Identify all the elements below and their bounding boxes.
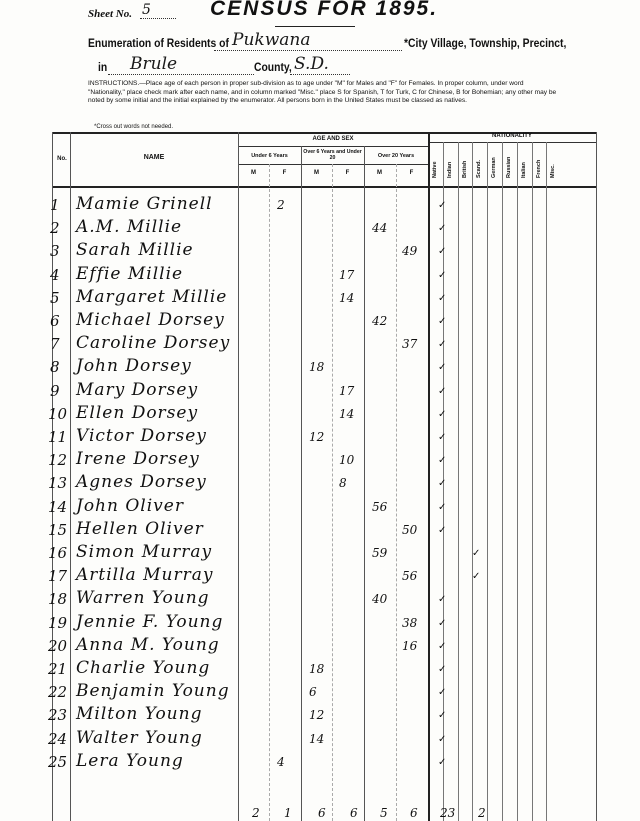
person-name: Hellen Oliver bbox=[76, 518, 204, 539]
person-name: Sarah Millie bbox=[76, 240, 194, 261]
row-number: 6 bbox=[50, 312, 60, 330]
person-name: Victor Dorsey bbox=[76, 426, 207, 446]
male-header: M bbox=[251, 170, 256, 176]
row-number: 5 bbox=[50, 288, 60, 307]
nationality-divider bbox=[532, 142, 533, 821]
row-number: 9 bbox=[50, 381, 60, 400]
nationality-check-native: ✓ bbox=[438, 524, 447, 536]
sheet-label: Sheet No. bbox=[88, 8, 132, 20]
nationality-divider bbox=[546, 142, 547, 821]
male-header: M bbox=[377, 170, 382, 176]
age-over20-f: 56 bbox=[402, 569, 418, 584]
person-name: John Dorsey bbox=[76, 356, 192, 377]
nationality-header-native: Native bbox=[432, 161, 438, 178]
age-under6-m: 4 bbox=[277, 754, 285, 769]
age-over20-m: 44 bbox=[372, 221, 388, 236]
name-header: NAME bbox=[143, 154, 165, 161]
nationality-check-native: ✓ bbox=[438, 269, 447, 281]
nationality-header-russian: Russian bbox=[506, 156, 512, 178]
nationality-check-british: ✓ bbox=[472, 548, 481, 559]
nationality-check-native: ✓ bbox=[438, 710, 447, 722]
age-over20-f: 49 bbox=[402, 244, 418, 259]
total-six20-m: 6 bbox=[318, 806, 326, 820]
city-village-label: *City Village, Township, Precinct, bbox=[404, 38, 567, 50]
nationality-check-native: ✓ bbox=[438, 617, 447, 629]
person-name: Warren Young bbox=[76, 588, 210, 609]
nationality-header-german: German bbox=[491, 157, 498, 178]
row-number: 19 bbox=[48, 613, 68, 632]
age-over20-f: 50 bbox=[402, 522, 418, 537]
nationality-divider bbox=[487, 142, 488, 821]
age-six20-m: 6 bbox=[309, 685, 317, 700]
age-six20-m: 18 bbox=[309, 360, 325, 375]
nationality-header-british: British bbox=[461, 160, 468, 178]
row-number: 23 bbox=[48, 706, 68, 725]
nationality-check-native: ✓ bbox=[438, 246, 447, 258]
row-number: 21 bbox=[48, 660, 68, 678]
age-six20-f: 10 bbox=[339, 453, 355, 468]
age-six20-f: 14 bbox=[339, 406, 355, 421]
nationality-check-british: ✓ bbox=[472, 571, 481, 583]
mf-rule bbox=[238, 164, 428, 165]
age-six20-m: 12 bbox=[309, 708, 325, 723]
in-label: in bbox=[98, 62, 108, 74]
row-number: 11 bbox=[48, 428, 68, 446]
person-name: Walter Young bbox=[76, 727, 203, 748]
person-name: A.M. Millie bbox=[76, 217, 183, 238]
table-header-rule bbox=[52, 186, 596, 188]
total-under6-m: 2 bbox=[252, 806, 260, 820]
nationality-header-indian: Indian bbox=[446, 161, 453, 178]
under6-mf-divider bbox=[269, 164, 270, 821]
row-number: 25 bbox=[48, 752, 68, 771]
age-over20-m: 42 bbox=[372, 314, 388, 328]
age-sex-header: AGE AND SEX bbox=[312, 136, 354, 142]
total-under6-f: 1 bbox=[284, 806, 292, 820]
page-title: CENSUS FOR 1895. bbox=[210, 0, 439, 20]
person-name: Lera Young bbox=[76, 750, 184, 771]
nationality-header: NATIONALITY bbox=[492, 133, 532, 139]
row-number: 7 bbox=[50, 335, 60, 354]
no-header: No. bbox=[57, 156, 67, 162]
person-name: Mamie Grinell bbox=[76, 194, 213, 214]
age-under6-m: 2 bbox=[277, 198, 285, 212]
sheet-number: 5 bbox=[142, 2, 151, 18]
age-over20-f: 37 bbox=[402, 337, 418, 352]
person-name: Simon Murray bbox=[76, 542, 213, 562]
person-name: Jennie F. Young bbox=[76, 611, 224, 632]
total-british: 2 bbox=[478, 806, 486, 820]
enumeration-value: Pukwana bbox=[232, 30, 311, 50]
nationality-rule bbox=[428, 142, 596, 143]
person-name: Agnes Dorsey bbox=[76, 472, 207, 493]
over20-header: Over 20 Years bbox=[377, 153, 415, 159]
nationality-check-native: ✓ bbox=[438, 223, 447, 235]
person-name: Anna M. Young bbox=[76, 634, 220, 655]
row-number: 15 bbox=[48, 520, 68, 539]
person-name: Ellen Dorsey bbox=[76, 402, 199, 423]
nationality-check-native: ✓ bbox=[438, 687, 447, 699]
male-header: M bbox=[314, 170, 319, 176]
nationality-divider bbox=[458, 142, 459, 821]
nationality-check-native: ✓ bbox=[438, 733, 447, 745]
row-number: 13 bbox=[48, 474, 68, 493]
nationality-divider bbox=[502, 142, 503, 821]
age-sex-rule bbox=[238, 146, 428, 147]
instructions: INSTRUCTIONS.—Place age of each person in proper sub-division as to age under "M" for Males and "F" for Females. In proper column, under word "Nationality," place check mark after each name, and in column marked "Misc." place S for Spanish, T for Turk, C for Chinese, B for Bohemian; any other may be noted by some initial and the initial explained by the enumerator. All persons born in the United States must be classed as natives. bbox=[88, 80, 557, 105]
nationality-check-native: ✓ bbox=[438, 455, 447, 467]
nationality-check-native: ✓ bbox=[438, 594, 447, 606]
nationality-check-native: ✓ bbox=[438, 478, 447, 490]
nationality-check-native: ✓ bbox=[438, 664, 447, 675]
under6-divider bbox=[301, 146, 302, 821]
no-column-divider bbox=[70, 132, 71, 821]
name-column-divider bbox=[238, 132, 239, 821]
nationality-check-native: ✓ bbox=[438, 200, 447, 211]
person-name: Mary Dorsey bbox=[76, 379, 199, 400]
nationality-check-native: ✓ bbox=[438, 501, 447, 513]
age-over20-f: 16 bbox=[402, 638, 418, 653]
nationality-check-native: ✓ bbox=[438, 339, 447, 351]
person-name: Milton Young bbox=[76, 704, 203, 725]
age-six20-f: 17 bbox=[339, 267, 355, 282]
enumeration-label: Enumeration of Residents of bbox=[88, 38, 229, 50]
person-name: Margaret Millie bbox=[76, 286, 228, 307]
row-number: 4 bbox=[50, 265, 60, 284]
nationality-check-native: ✓ bbox=[438, 756, 447, 768]
age-six20-f: 17 bbox=[339, 383, 355, 398]
age-nationality-divider bbox=[428, 132, 430, 821]
nationality-check-native: ✓ bbox=[438, 432, 447, 443]
nationality-header-misc: Misc. bbox=[550, 164, 557, 178]
row-number: 10 bbox=[48, 404, 68, 423]
over20-mf-divider bbox=[396, 164, 397, 821]
age-six20-m: 14 bbox=[309, 731, 325, 746]
county-underline bbox=[108, 74, 254, 75]
row-number: 3 bbox=[50, 242, 60, 261]
person-name: Benjamin Young bbox=[76, 681, 230, 702]
nationality-check-native: ✓ bbox=[438, 385, 447, 397]
total-native: 23 bbox=[440, 806, 456, 820]
row-number: 17 bbox=[48, 567, 68, 586]
nationality-divider bbox=[517, 142, 518, 821]
total-over20-f: 6 bbox=[410, 806, 418, 820]
six20-divider bbox=[364, 146, 365, 821]
sheet-underline bbox=[140, 18, 176, 19]
county-value: Brule bbox=[130, 54, 178, 74]
total-over20-m: 5 bbox=[380, 806, 388, 820]
age-over20-f: 38 bbox=[402, 615, 418, 630]
age-six20-m: 18 bbox=[309, 662, 325, 676]
under6-header: Under 6 Years bbox=[251, 153, 288, 159]
six20-mf-divider bbox=[332, 164, 333, 821]
row-number: 8 bbox=[50, 358, 60, 377]
nationality-check-native: ✓ bbox=[438, 408, 447, 420]
female-header: F bbox=[282, 170, 287, 176]
nationality-header-scand: Scand. bbox=[476, 159, 483, 178]
row-number: 12 bbox=[48, 451, 68, 470]
age-six20-f: 14 bbox=[339, 290, 355, 305]
row-number: 22 bbox=[48, 683, 68, 702]
nationality-check-native: ✓ bbox=[438, 640, 447, 652]
nationality-divider bbox=[472, 142, 473, 821]
county-label: County, bbox=[254, 62, 292, 74]
age-over20-m: 59 bbox=[372, 546, 388, 560]
person-name: John Oliver bbox=[76, 495, 184, 516]
female-header: F bbox=[345, 170, 350, 176]
table-right-border bbox=[596, 132, 597, 821]
age-six20-f: 8 bbox=[339, 476, 347, 491]
total-six20-f: 6 bbox=[350, 806, 358, 820]
row-number: 24 bbox=[48, 729, 68, 748]
six20-header: Over 6 Years and Under 20 bbox=[303, 149, 362, 161]
row-number: 20 bbox=[48, 636, 68, 655]
age-six20-m: 12 bbox=[309, 430, 325, 444]
nationality-check-native: ✓ bbox=[438, 362, 447, 374]
person-name: Caroline Dorsey bbox=[76, 333, 231, 354]
nationality-header-french: French bbox=[535, 159, 542, 178]
person-name: Michael Dorsey bbox=[76, 310, 225, 330]
row-number: 16 bbox=[48, 544, 68, 562]
person-name: Artilla Murray bbox=[76, 565, 214, 586]
age-over20-m: 56 bbox=[372, 499, 388, 514]
person-name: Effie Millie bbox=[76, 263, 184, 284]
person-name: Charlie Young bbox=[76, 658, 211, 678]
nationality-header-italian: Italian bbox=[520, 162, 527, 178]
female-header: F bbox=[409, 170, 414, 176]
state-value: S.D. bbox=[294, 54, 329, 74]
age-over20-m: 40 bbox=[372, 592, 388, 607]
enumeration-underline bbox=[214, 50, 402, 51]
row-number: 2 bbox=[50, 219, 60, 238]
cross-out-note: *Cross out words not needed. bbox=[94, 124, 174, 130]
person-name: Irene Dorsey bbox=[76, 449, 200, 470]
row-number: 14 bbox=[48, 497, 68, 516]
row-number: 18 bbox=[48, 590, 68, 609]
nationality-check-native: ✓ bbox=[438, 292, 447, 304]
state-underline bbox=[290, 74, 350, 75]
row-number: 1 bbox=[50, 196, 60, 214]
nationality-check-native: ✓ bbox=[438, 316, 447, 327]
title-rule bbox=[275, 26, 355, 27]
